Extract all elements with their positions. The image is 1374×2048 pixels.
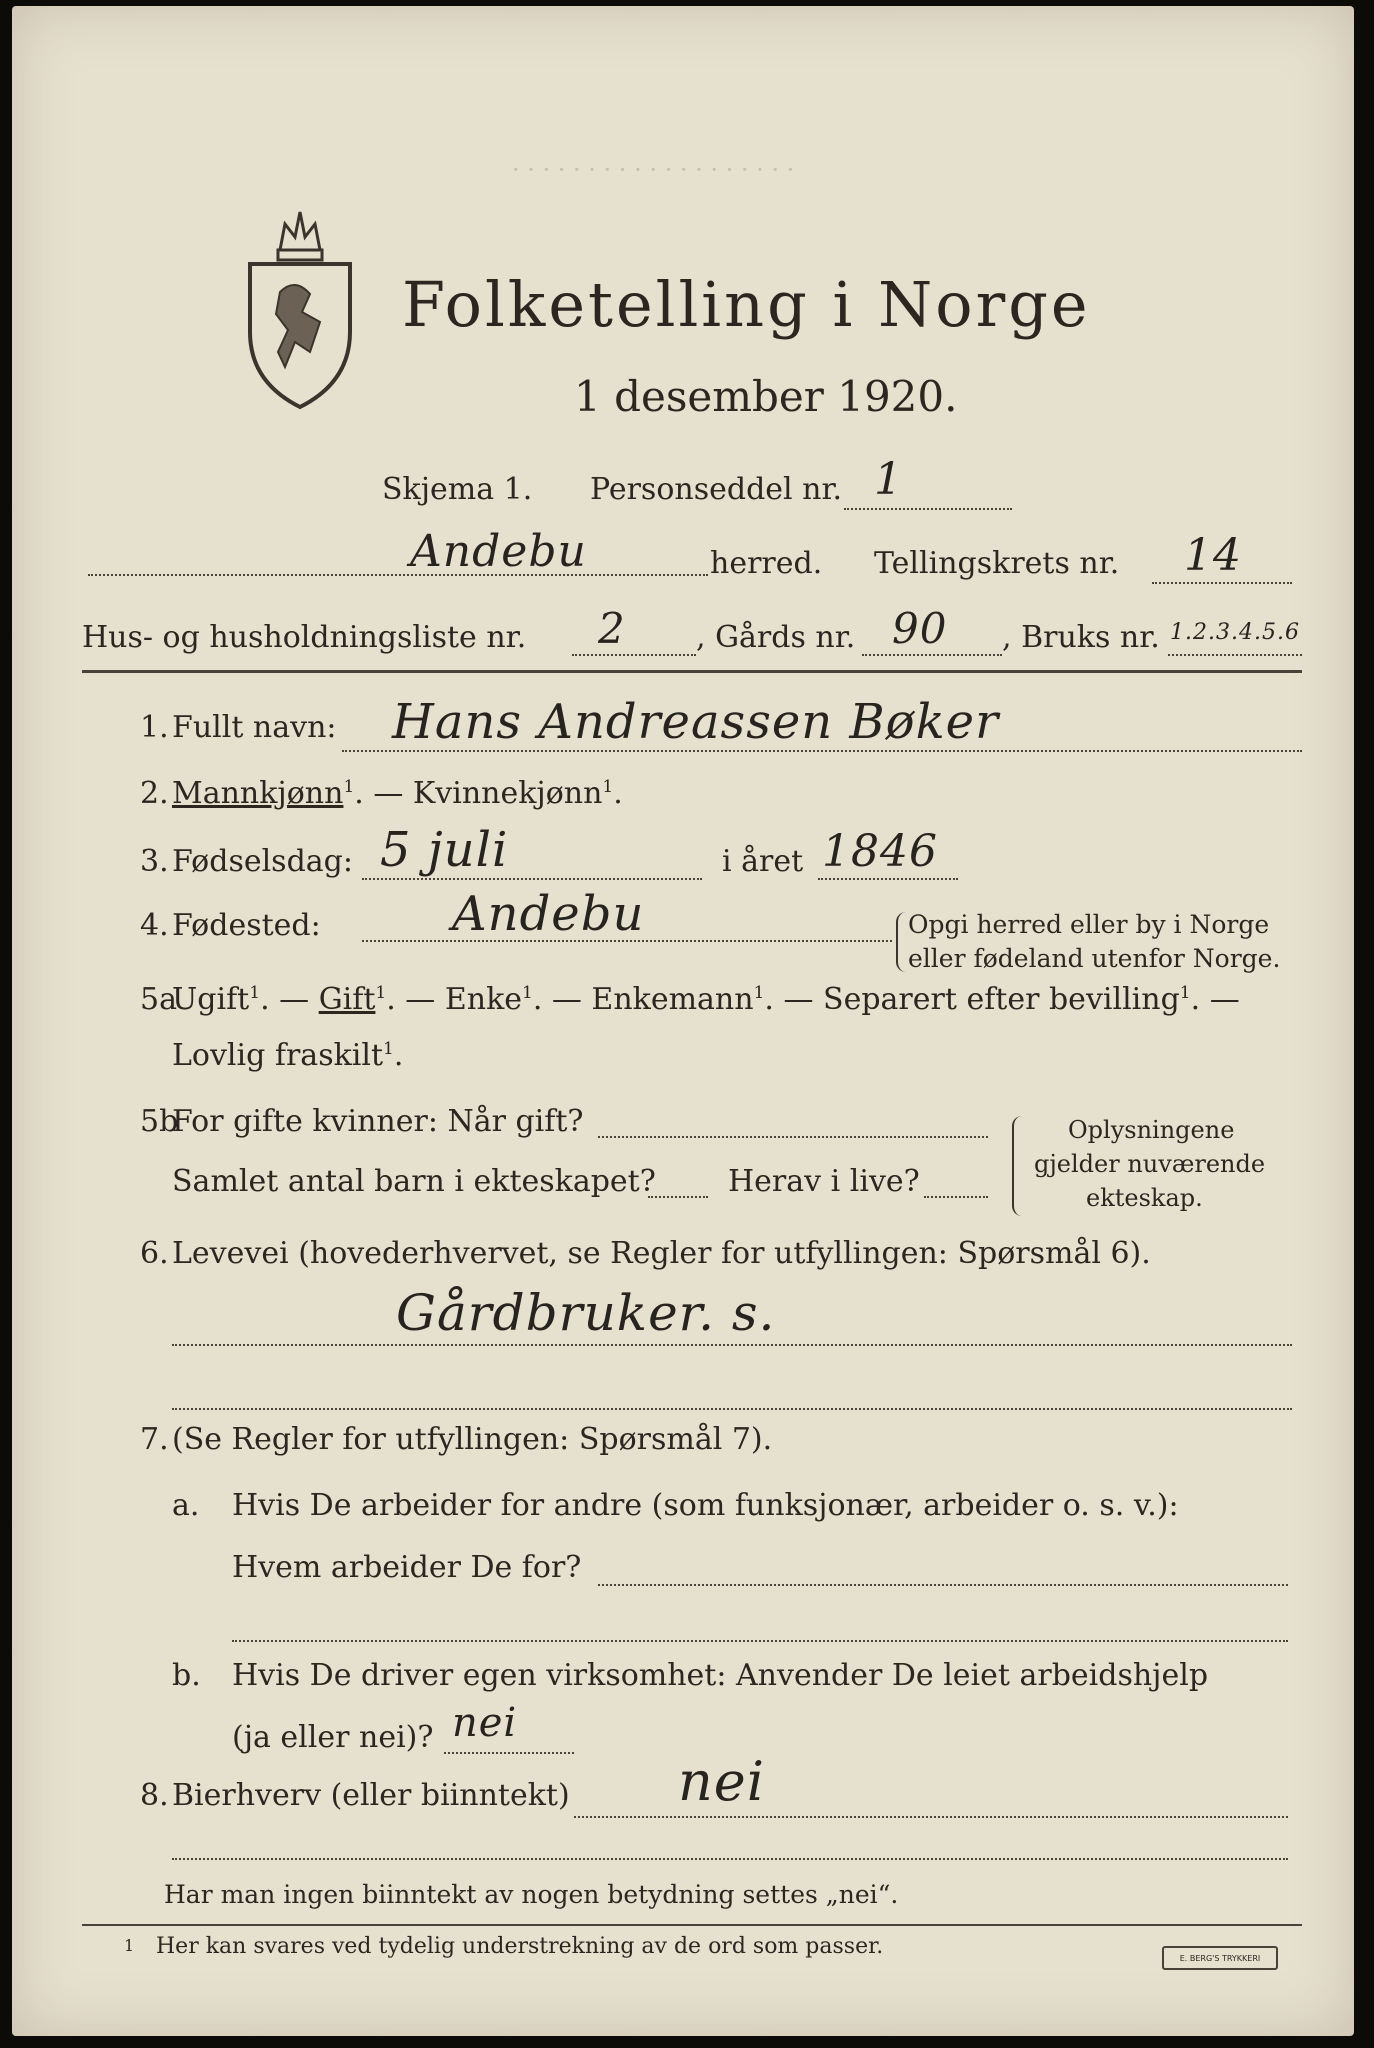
header-divider [82,670,1302,673]
herred-label: herred. [710,546,823,581]
form-title: Folketelling i Norge [402,268,1091,341]
footnote-text: Her kan svares ved tydelig understrekning av de ord som passer. [156,1934,884,1959]
husliste-value: 2 [598,604,626,653]
printer-stamp-text: E. BERG'S TRYKKERI [1179,1953,1261,1963]
footer-divider [82,1924,1302,1926]
hired-help-field[interactable] [444,1752,574,1754]
marital-options: Ugift$^1$. — Gift$^1$. — Enke$^1$. — Enkemann$^1$. — Separert efter bevilling$^1$. — [172,982,1240,1017]
footer-note: Har man ingen biinntekt av nogen betydning settes „nei“. [164,1880,899,1909]
q6-label: Levevei (hovederhvervet, se Regler for utfyllingen: Spørsmål 6). [172,1236,1151,1271]
printer-stamp [1162,1946,1278,1970]
q5b-alive-label: Herav i live? [728,1164,920,1199]
q2-sex-options: Mannkjønn$^1$. — Kvinnekjønn$^1$. [172,776,623,811]
occupation-value: Gårdbruker. s. [396,1284,776,1342]
personseddel-label: Personseddel nr. [590,472,843,507]
q4-label: Fødested: [172,908,321,943]
q7b-line1: Hvis De driver egen virksomhet: Anvender De leiet arbeidshjelp [232,1658,1209,1693]
q5a-number: 5a [140,982,177,1017]
husliste-label: Hus- og husholdningsliste nr. [82,620,527,655]
birthplace-value: Andebu [452,886,645,942]
separert-option[interactable]: . — Separert efter bevilling [764,982,1180,1017]
employer-field[interactable] [598,1584,1288,1586]
marital-options-line2: Lovlig fraskilt$^1$. [172,1038,404,1073]
employer-field-line2[interactable] [232,1640,1288,1642]
full-name-field[interactable] [342,750,1302,752]
q5b-brace [1012,1116,1024,1216]
gift-option[interactable]: Gift [318,982,376,1017]
q8-label: Bierhverv (eller biinntekt) [172,1778,570,1813]
children-count-field[interactable] [648,1196,708,1198]
tellingskrets-field[interactable] [1152,582,1292,584]
gards-value: 90 [892,604,948,653]
census-form-sheet [12,6,1354,2036]
q7a-line1: Hvis De arbeider for andre (som funksjonær, arbeider o. s. v.): [232,1488,1179,1523]
q1-number: 1. [140,710,169,745]
birthday-field[interactable] [362,878,702,880]
full-name-value: Hans Andreassen Bøker [392,694,1000,750]
q7b-line2: (ja eller nei)? [232,1720,434,1755]
bleed-through: · · · · · · · · · · · · · · · · · · · [512,156,795,184]
bruks-value: 1.2.3.4.5.6 [1170,620,1300,645]
q4-number: 4. [140,908,169,943]
female-option[interactable]: Kvinnekjønn [412,776,603,811]
q5b-children-label: Samlet antal barn i ekteskapet? [172,1164,656,1199]
personseddel-value: 1 [874,454,903,505]
q5b-note-line1: Oplysningene [1068,1116,1235,1144]
year-label: i året [722,844,804,879]
side-income-value: nei [678,1750,766,1813]
q6-number: 6. [140,1236,169,1271]
q7a-letter: a. [172,1488,200,1523]
herred-value: Andebu [410,526,587,577]
bruks-field[interactable] [1168,654,1302,656]
q3-label: Fødselsdag: [172,844,353,879]
tellingskrets-label: Tellingskrets nr. [874,546,1120,581]
q4-note-line2: eller fødeland utenfor Norge. [908,944,1281,973]
fraskilt-option[interactable]: Lovlig fraskilt [172,1038,384,1073]
q7b-letter: b. [172,1658,201,1693]
occupation-field-line1[interactable] [172,1344,1292,1346]
q4-brace [896,912,906,972]
q5b-note-line3: ekteskap. [1086,1184,1203,1212]
children-alive-field[interactable] [924,1196,988,1198]
q7a-line2: Hvem arbeider De for? [232,1550,582,1585]
coat-of-arms-icon [240,202,360,412]
gards-field[interactable] [862,654,1002,656]
q1-label: Fullt navn: [172,710,337,745]
personseddel-field[interactable] [844,508,1012,510]
male-option[interactable]: Mannkjønn [172,776,344,811]
when-married-field[interactable] [598,1136,988,1138]
q5b-number: 5b [140,1104,179,1139]
tellingskrets-value: 14 [1184,530,1242,581]
birth-year-value: 1846 [822,826,938,877]
q3-number: 3. [140,844,169,879]
bruks-label: , Bruks nr. [1002,620,1160,655]
ugift-option[interactable]: Ugift [172,982,250,1017]
q8-number: 8. [140,1778,169,1813]
q4-note-line1: Opgi herred eller by i Norge [908,910,1270,939]
q5b-note-line2: gjelder nuværende [1034,1150,1266,1178]
q7-label: (Se Regler for utfyllingen: Spørsmål 7). [172,1422,773,1457]
footnote-mark: 1 [124,1936,135,1955]
enke-option[interactable]: . — Enke [386,982,522,1017]
birth-year-field[interactable] [818,878,958,880]
q5b-when-married-label: For gifte kvinner: Når gift? [172,1104,584,1139]
side-income-field-line2[interactable] [172,1858,1288,1860]
occupation-field-line2[interactable] [172,1408,1292,1410]
hired-help-value: nei [452,1700,518,1746]
q2-number: 2. [140,776,169,811]
skjema-label: Skjema 1. [382,472,533,507]
herred-field[interactable] [88,574,708,576]
husliste-field[interactable] [572,654,696,656]
birthday-value: 5 juli [380,822,509,878]
form-date: 1 desember 1920. [574,372,958,421]
side-income-field[interactable] [574,1816,1288,1818]
q7-number: 7. [140,1422,169,1457]
gards-label: , Gårds nr. [696,620,856,655]
enkemann-option[interactable]: . — Enkemann [532,982,754,1017]
